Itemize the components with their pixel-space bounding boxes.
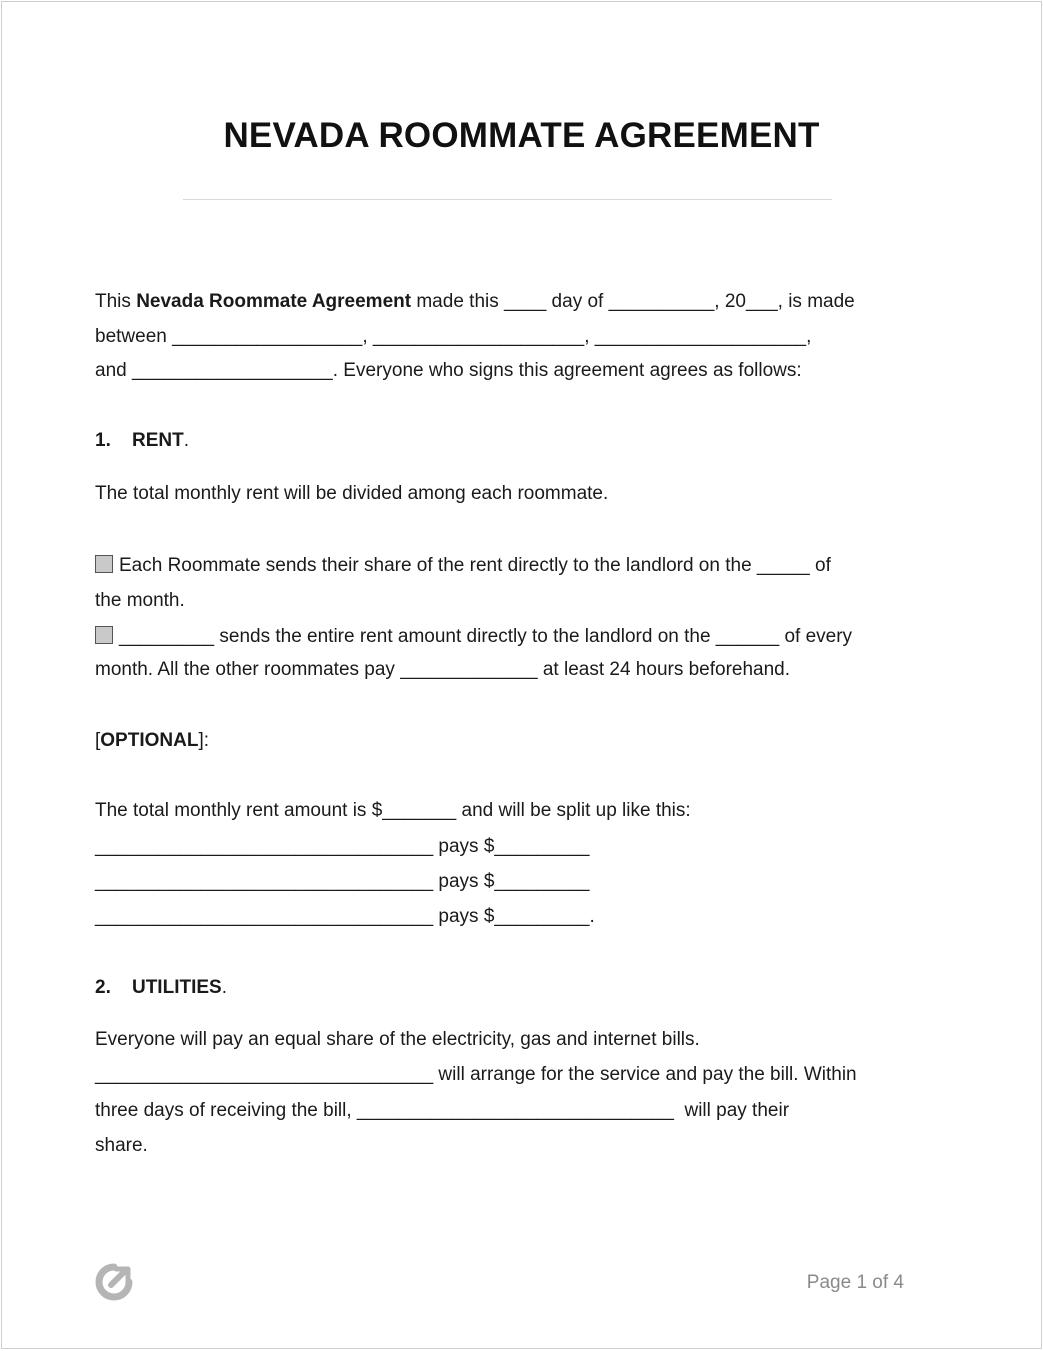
document-page (1, 1, 1042, 1349)
split-line-3: ________________________________ pays $_________. (95, 906, 595, 927)
rent-option-2 (95, 626, 852, 648)
option-1-text: Each Roommate sends their share of the rent directly to the landlord on the _____ of (119, 555, 831, 576)
section-1-heading (95, 430, 189, 452)
heading-punct: . (183, 430, 189, 451)
optional-heading (95, 730, 209, 752)
bracket: ]: (198, 730, 210, 751)
page-number: Page 1 of 4 (806, 1272, 904, 1293)
intro-line-3: and ___________________. Everyone who signs this agreement agrees as follows: (95, 360, 802, 381)
option-1-checkbox[interactable] (95, 555, 113, 573)
intro-line-2: between __________________, ____________________, ____________________, (95, 326, 812, 347)
optional-label: OPTIONAL (100, 730, 199, 751)
utilities-line-3: three days of receiving the bill, ______________________________ will pay their (95, 1100, 790, 1121)
refresh-arrow-logo-icon (94, 1261, 134, 1303)
split-line-2: ________________________________ pays $_________ (95, 871, 590, 892)
option-2-text: _________ sends the entire rent amount directly to the landlord on the ______ of every (119, 626, 853, 647)
section-2-heading (95, 977, 227, 999)
rent-option-1 (95, 555, 831, 577)
option-2-checkbox[interactable] (95, 626, 113, 644)
section-number: 1. (95, 430, 111, 451)
heading-punct: . (221, 977, 227, 998)
intro-text: made this ____ day of __________, 20___, is made (411, 291, 855, 312)
utilities-line-4: share. (95, 1135, 148, 1156)
section-number: 2. (95, 977, 111, 998)
bracket: [ (95, 730, 101, 751)
rent-option-1-cont: the month. (95, 590, 185, 611)
agreement-name: Nevada Roommate Agreement (136, 291, 412, 312)
intro-text: This (95, 291, 137, 312)
rent-paragraph: The total monthly rent will be divided among each roommate. (95, 483, 609, 504)
title-divider (183, 199, 832, 200)
split-line-1: ________________________________ pays $_________ (95, 836, 590, 857)
section-title: UTILITIES (131, 977, 222, 998)
utilities-line-2: ________________________________ will arrange for the service and pay the bill. Within (95, 1064, 857, 1085)
document-title: NEVADA ROOMMATE AGREEMENT (223, 116, 820, 155)
rent-option-2-cont: month. All the other roommates pay _____________ at least 24 hours beforehand. (95, 659, 791, 680)
split-intro: The total monthly rent amount is $_______ and will be split up like this: (95, 800, 691, 821)
intro-line-1 (95, 291, 855, 313)
section-title: RENT (131, 430, 184, 451)
utilities-line-1: Everyone will pay an equal share of the electricity, gas and internet bills. (95, 1029, 700, 1050)
